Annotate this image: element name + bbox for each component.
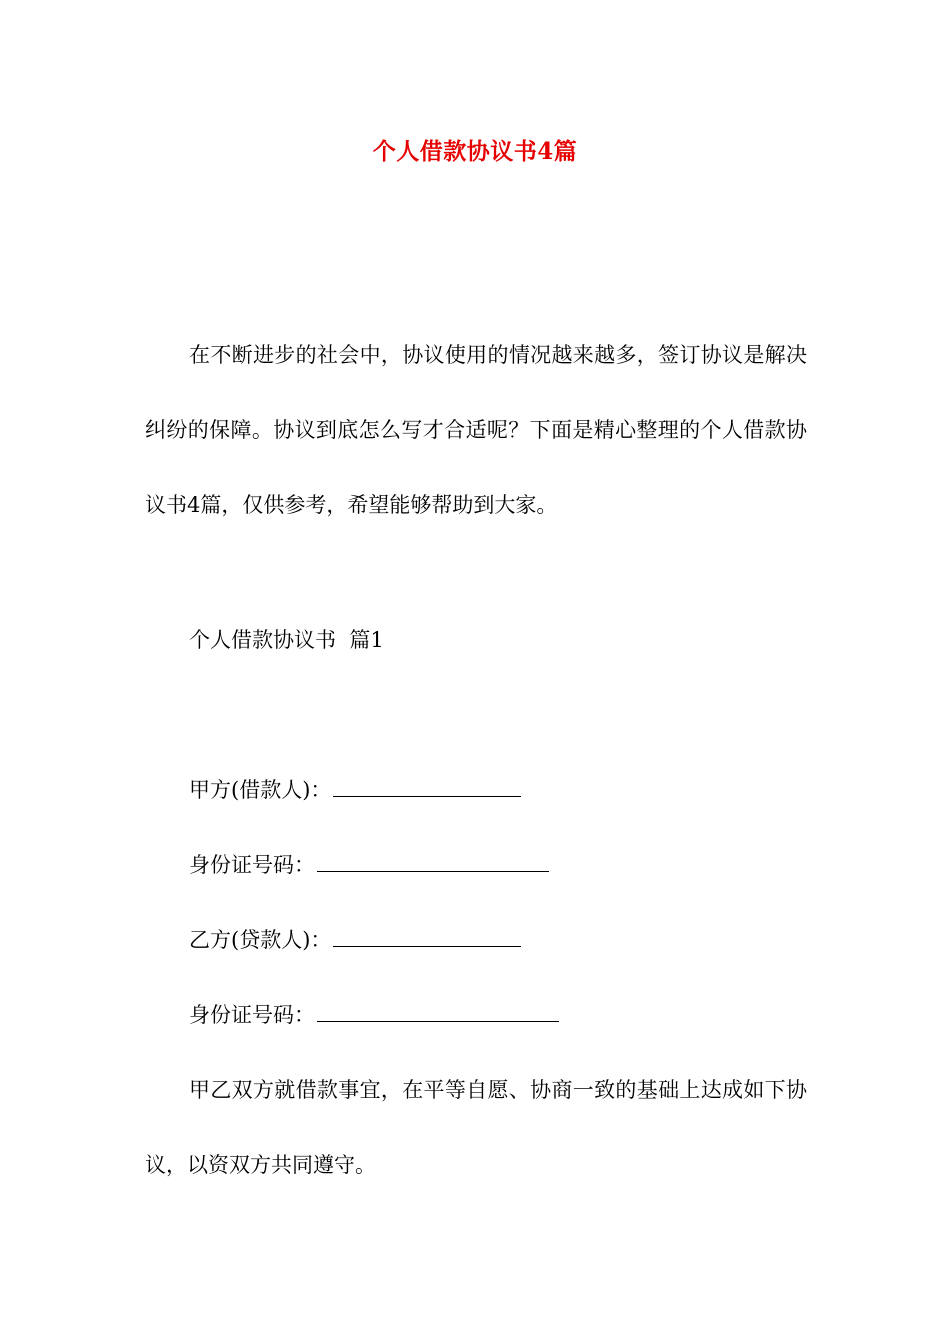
party-a-id-label: 身份证号码： [189,853,315,877]
party-a-id-blank [317,849,549,872]
party-b-field [189,920,521,960]
party-a-field [189,770,521,810]
party-b-blank [333,924,521,947]
party-a-blank [333,774,521,797]
party-b-label: 乙方(贷款人)： [189,928,332,952]
party-b-id-blank [317,999,559,1022]
intro-paragraph: 在不断进步的社会中，协议使用的情况越来越多，签订协议是解决纠纷的保障。协议到底怎么写才合适呢？下面是精心整理的个人借款协议书4篇，仅供参考，希望能够帮助到大家。 [145,343,807,517]
party-a-id-field [189,845,549,885]
agreement-paragraph: 甲乙双方就借款事宜，在平等自愿、协商一致的基础上达成如下协议，以资双方共同遵守。 [145,1078,807,1177]
party-b-id-field [189,995,559,1035]
section-heading: 个人借款协议书 篇1 [189,628,384,652]
document-title: 个人借款协议书4篇 [372,138,578,165]
party-b-id-label: 身份证号码： [189,1003,315,1027]
party-a-label: 甲方(借款人)： [189,778,332,802]
